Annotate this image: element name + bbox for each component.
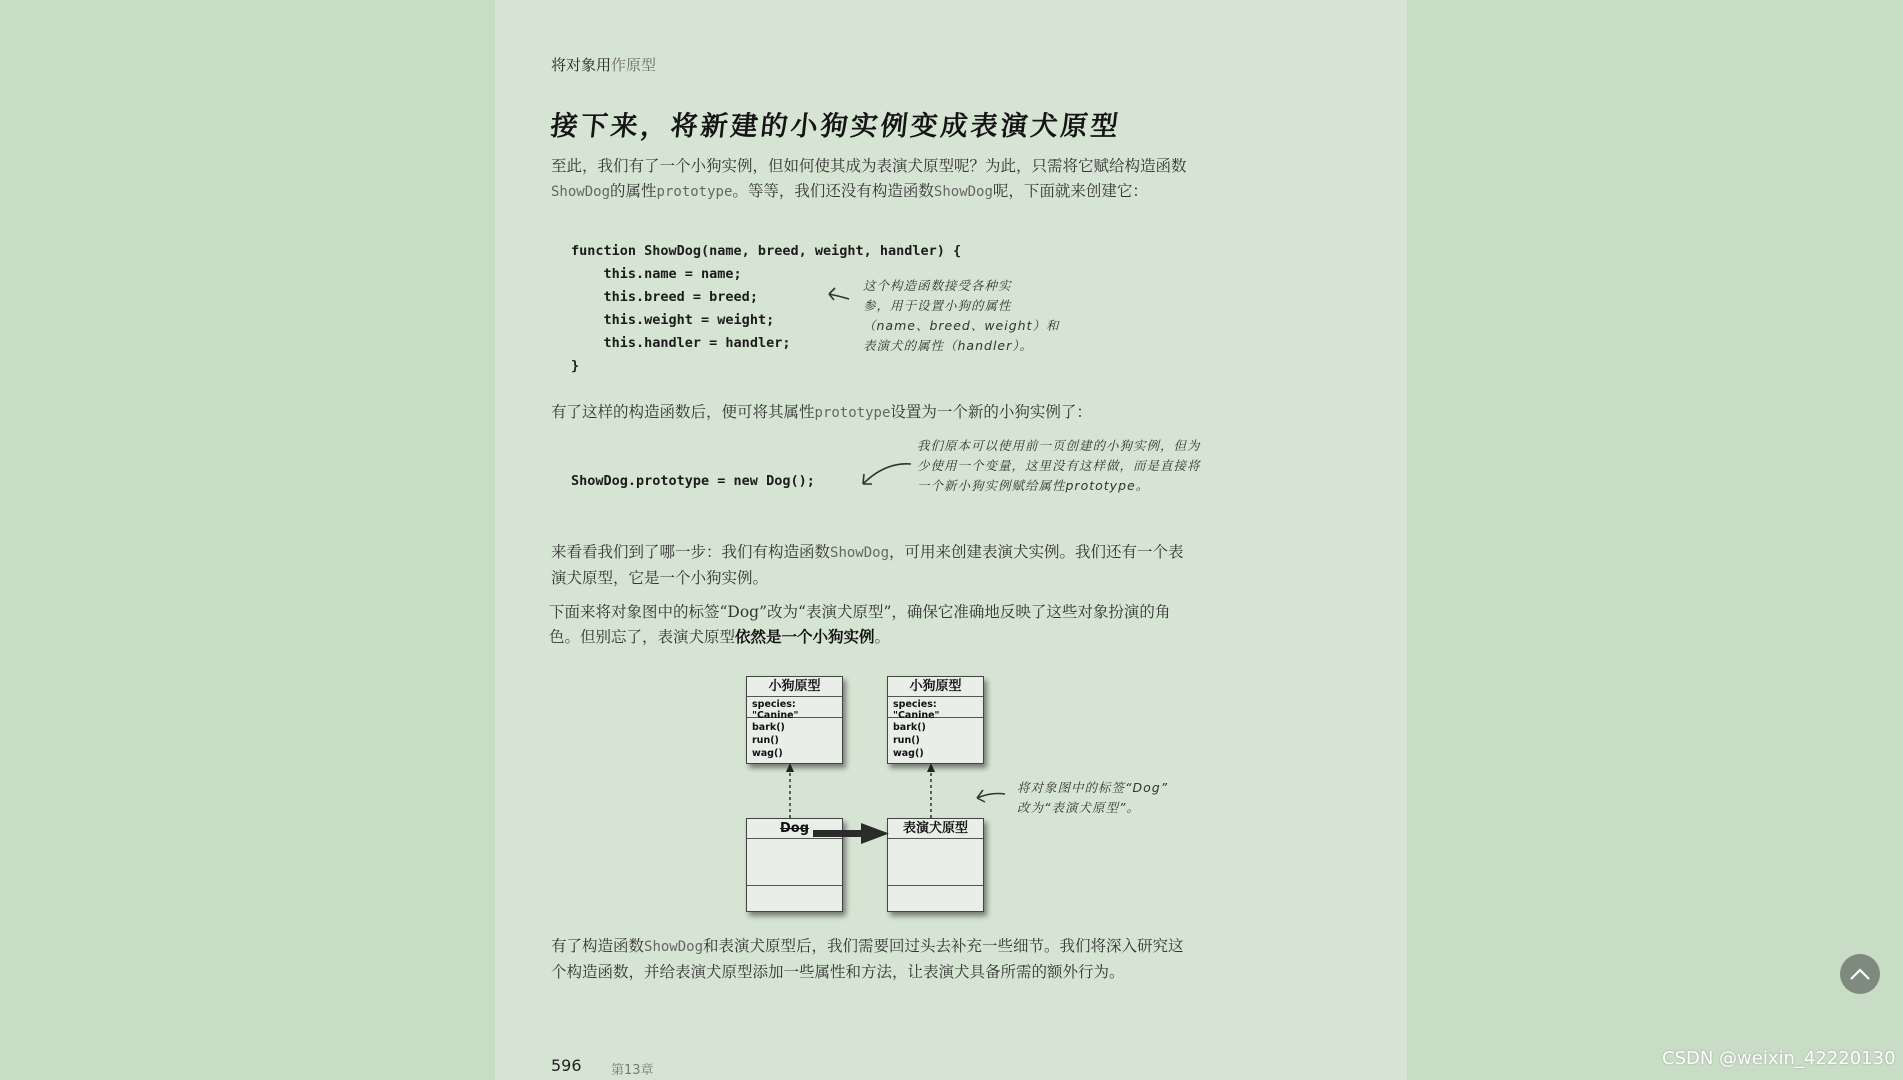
annotation-line: 这个构造函数接受各种实 bbox=[863, 278, 1012, 293]
text-bold: 依然是一个小狗实例 bbox=[735, 628, 875, 646]
annotation-arrow-icon bbox=[971, 786, 1007, 806]
running-header-bold: 将对象用 bbox=[551, 56, 612, 74]
code-line: } bbox=[571, 358, 580, 374]
book-page bbox=[495, 0, 1407, 1080]
uml-box-methods bbox=[747, 718, 842, 763]
uml-box-attribute: species: "Canine" bbox=[888, 697, 983, 718]
uml-box-showdog-prototype bbox=[887, 818, 984, 912]
code-block-prototype: ShowDog.prototype = new Dog(); bbox=[571, 473, 815, 489]
uml-method: run() bbox=[752, 735, 779, 746]
uml-method: run() bbox=[893, 735, 920, 746]
paragraph-intro bbox=[551, 154, 1191, 205]
annotation-line: （name、breed、weight）和 bbox=[863, 318, 1060, 333]
arrowhead-icon bbox=[927, 763, 935, 772]
code-inline: ShowDog bbox=[830, 545, 890, 561]
annotation-prototype bbox=[917, 436, 1201, 496]
annotation-arrow-icon bbox=[825, 284, 851, 306]
code-line: function ShowDog(name, breed, weight, handler) { bbox=[571, 243, 962, 259]
paragraph-relabel bbox=[549, 600, 1189, 650]
uml-box-title: 小狗原型 bbox=[888, 677, 983, 697]
uml-box-methods bbox=[888, 718, 983, 763]
scroll-to-top-button[interactable] bbox=[1840, 954, 1880, 994]
code-inline: ShowDog bbox=[551, 184, 611, 200]
text: 设置为一个新的小狗实例了： bbox=[890, 403, 1092, 421]
big-arrow-icon bbox=[813, 818, 893, 848]
code-inline: prototype bbox=[814, 405, 891, 421]
uml-box-section bbox=[888, 839, 983, 886]
code-inline: ShowDog bbox=[933, 184, 993, 200]
annotation-line: 我们原本可以使用前一页创建的小狗实例，但为 bbox=[917, 438, 1201, 453]
uml-method: bark() bbox=[893, 722, 926, 733]
text: ，可用来创建表演犬实例。我们还有一个表演犬原型，它是一个小狗实例。 bbox=[551, 543, 1184, 587]
annotation-line: 表演犬的属性（handler）。 bbox=[863, 338, 1033, 353]
code-line: this.weight = weight; bbox=[603, 312, 775, 328]
code-inline: ShowDog bbox=[644, 939, 704, 955]
text: 。 bbox=[874, 628, 891, 646]
annotation-line: 参，用于设置小狗的属性 bbox=[863, 298, 1012, 313]
uml-box-title: Dog bbox=[747, 819, 842, 839]
arrowhead-icon bbox=[786, 763, 794, 772]
chevron-up-icon bbox=[1849, 967, 1871, 981]
annotation-line: 少使用一个变量，这里没有这样做，而是直接将 bbox=[917, 458, 1201, 473]
annotation-line: 改为“表演犬原型”。 bbox=[1017, 800, 1140, 815]
text: 来看看我们到了哪一步：我们有构造函数 bbox=[551, 543, 831, 561]
uml-box-attribute: species: "Canine" bbox=[747, 697, 842, 718]
annotation-line: 将对象图中的标签“Dog” bbox=[1017, 780, 1169, 795]
running-header-gray: 作原型 bbox=[611, 56, 657, 74]
text: 。等等，我们还没有构造函数 bbox=[732, 182, 934, 200]
annotation-constructor bbox=[863, 276, 1059, 356]
uml-box-title: 小狗原型 bbox=[747, 677, 842, 697]
code-inline: prototype bbox=[656, 184, 733, 200]
uml-method: wag() bbox=[752, 748, 783, 759]
uml-box-title: 表演犬原型 bbox=[888, 819, 983, 839]
code-line: this.handler = handler; bbox=[603, 335, 791, 351]
paragraph-progress bbox=[551, 540, 1191, 591]
running-header bbox=[551, 54, 656, 75]
uml-box-dog-prototype-left bbox=[746, 676, 843, 764]
text: 呢，下面就来创建它： bbox=[992, 182, 1148, 200]
text: 有了构造函数 bbox=[551, 937, 645, 955]
code-line: this.name = name; bbox=[603, 266, 742, 282]
page-number: 596 bbox=[551, 1056, 582, 1075]
uml-box-dog-prototype-right bbox=[887, 676, 984, 764]
text: 的属性 bbox=[610, 182, 657, 200]
annotation-arrow-icon bbox=[855, 460, 913, 490]
chapter-label: 第13章 bbox=[611, 1063, 654, 1078]
paragraph-set-prototype bbox=[551, 400, 1191, 426]
code-line: this.breed = breed; bbox=[603, 289, 758, 305]
text: 至此，我们有了一个小狗实例，但如何使其成为表演犬原型呢？为此，只需将它赋给构造函数 bbox=[551, 157, 1187, 175]
section-heading: 接下来，将新建的小狗实例变成表演犬原型 bbox=[549, 111, 1123, 142]
text: 和表演犬原型后，我们需要回过头去补充一些细节。我们将深入研究这个构造函数，并给表演犬原型添加一些属性和方法，让表演犬具备所需的额外行为。 bbox=[551, 937, 1184, 981]
annotation-relabel bbox=[1017, 778, 1168, 818]
text: 有了这样的构造函数后，便可将其属性 bbox=[551, 403, 815, 421]
watermark: CSDN @weixin_42220130 bbox=[1662, 1048, 1896, 1069]
uml-method: bark() bbox=[752, 722, 785, 733]
annotation-line: 一个新小狗实例赋给属性prototype。 bbox=[917, 478, 1150, 493]
text: 下面来将对象图中的标签“Dog”改为“表演犬原型”，确保它准确地反映了这些对象扮演的角色。但别忘了，表演犬原型 bbox=[549, 603, 1171, 646]
paragraph-next-steps bbox=[551, 934, 1191, 985]
uml-method: wag() bbox=[893, 748, 924, 759]
